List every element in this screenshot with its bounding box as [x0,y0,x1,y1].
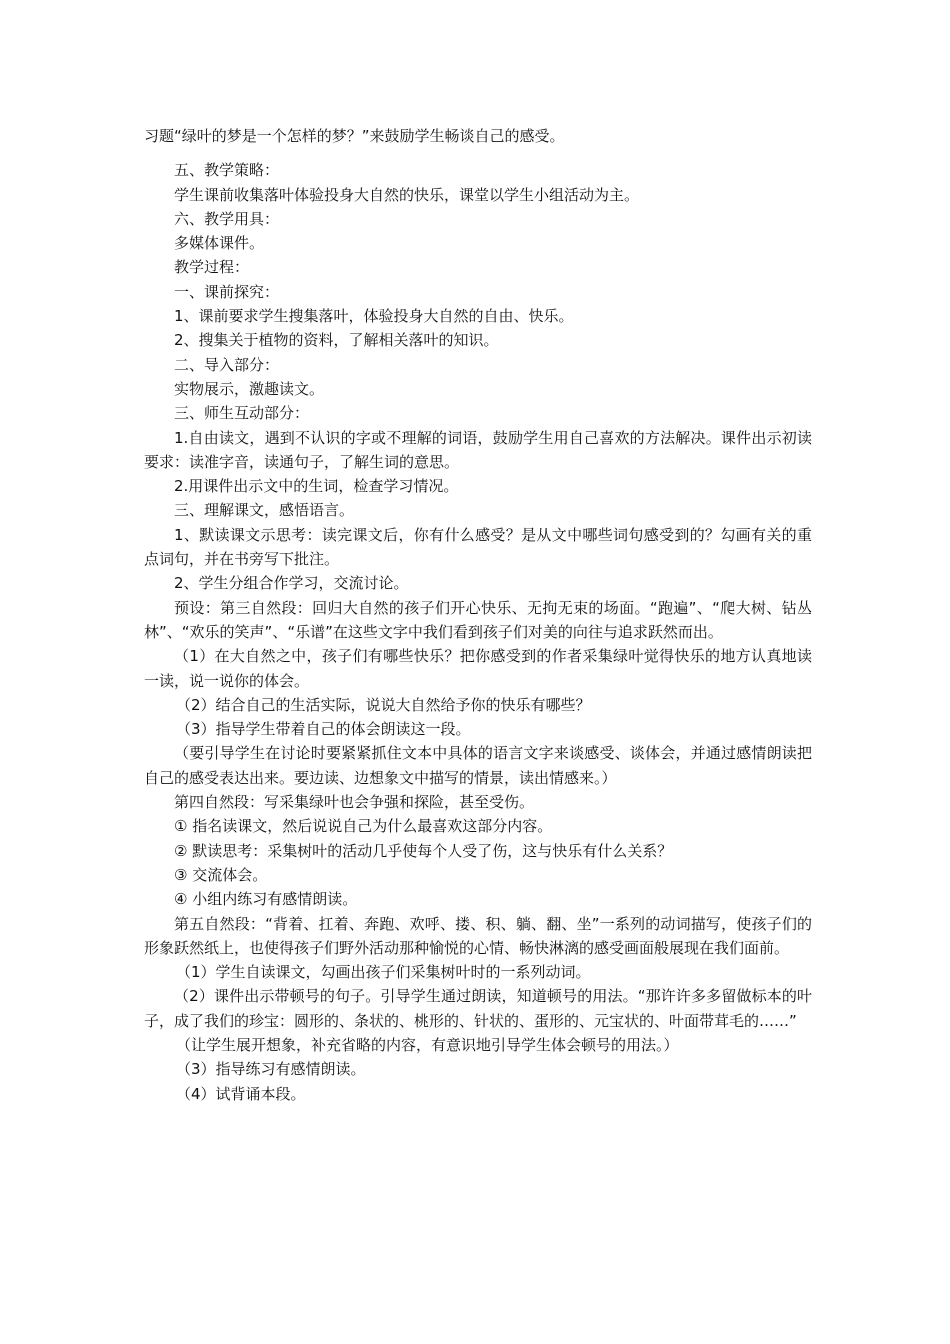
paragraph: 多媒体课件。 [174,234,265,253]
paragraph: （让学生展开想象，补充省略的内容，有意识地引导学生体会顿号的用法。） [176,1035,679,1054]
paragraph: 预设：第三自然段：回归大自然的孩子们开心快乐、无拘无束的场面。“跑遍”、“爬大树、钻丛林”、“欢乐的笑声”、“乐谱”在这些文字中我们看到孩子们对美的向往与追求跃然而出。 [144,598,812,641]
paragraph: 1、默读课文示思考：读完课文后，你有什么感受？是从文中哪些词句感受到的？勾画有关的重点词句，并在书旁写下批注。 [144,525,812,569]
paragraph: （1）学生自读课文，勾画出孩子们采集树叶时的一系列动词。 [176,963,591,982]
paragraph: （1）在大自然之中，孩子们有哪些快乐？把你感受到的作者采集绿叶觉得快乐的地方认真地读一读，说一说你的体会。 [144,647,812,690]
paragraph: 六、教学用具： [174,209,280,228]
paragraph: 教学过程： [174,258,250,277]
paragraph: （2）课件出示带顿号的句子。引导学生通过朗读，知道顿号的用法。“那许许多多留做标本的叶子，成了我们的珍宝：圆形的、条状的、桃形的、针状的、蛋形的、元宝状的、叶面带茸毛的……” [144,987,812,1030]
paragraph: 三、师生互动部分： [174,404,310,423]
paragraph: 习题“绿叶的梦是一个怎样的梦？”来鼓励学生畅谈自己的感受。 [144,127,565,145]
paragraph: 五、教学策略： [174,161,280,180]
document-body [144,124,812,1106]
paragraph: 第四自然段：写采集绿叶也会争强和探险，甚至受伤。 [174,793,535,812]
paragraph: 2、学生分组合作学习，交流讨论。 [174,574,409,593]
paragraph: 实物展示，激趣读文。 [174,379,325,398]
paragraph: 学生课前收集落叶体验投身大自然的快乐，课堂以学生小组活动为主。 [174,185,640,204]
paragraph: （3）指导学生带着自己的体会朗读这一段。 [176,720,471,739]
paragraph: 2、搜集关于植物的资料，了解相关落叶的知识。 [174,331,499,350]
paragraph: （2）结合自己的生活实际，说说大自然给予你的快乐有哪些？ [176,695,591,714]
paragraph: ② 默读思考：采集树叶的活动几乎使每个人受了伤，这与快乐有什么关系？ [174,841,673,860]
paragraph: （要引导学生在讨论时要紧紧抓住文本中具体的语言文字来谈感受、谈体会，并通过感情朗读把自己的感受表达出来。要边读、边想象文中描写的情景，读出情感来。） [144,744,812,787]
paragraph: 第五自然段：“背着、扛着、奔跑、欢呼、搂、积、躺、翻、坐”一系列的动词描写，使孩子们的形象跃然纸上，也使得孩子们野外活动那种愉悦的心情、畅快淋漓的感受画面般展现在我们面前。 [144,914,812,957]
paragraph: 一、课前探究： [174,282,280,301]
paragraph: 2.用课件出示文中的生词，检查学习情况。 [174,477,459,496]
paragraph: ③ 交流体会。 [174,865,268,884]
paragraph: （4）试背诵本段。 [176,1084,306,1103]
paragraph: （3）指导练习有感情朗读。 [176,1060,366,1079]
paragraph: ④ 小组内练习有感情朗读。 [174,890,358,909]
paragraph: ① 指名读课文，然后说说自己为什么最喜欢这部分内容。 [174,817,553,836]
paragraph: 二、导入部分： [174,355,280,374]
paragraph: 1、课前要求学生搜集落叶，体验投身大自然的自由、快乐。 [174,307,574,326]
paragraph: 三、理解课文，感悟语言。 [174,501,355,520]
paragraph: 1.自由读文，遇到不认识的字或不理解的词语，鼓励学生用自己喜欢的方法解决。课件出示初读要求：读准字音，读通句子，了解生词的意思。 [144,428,812,471]
